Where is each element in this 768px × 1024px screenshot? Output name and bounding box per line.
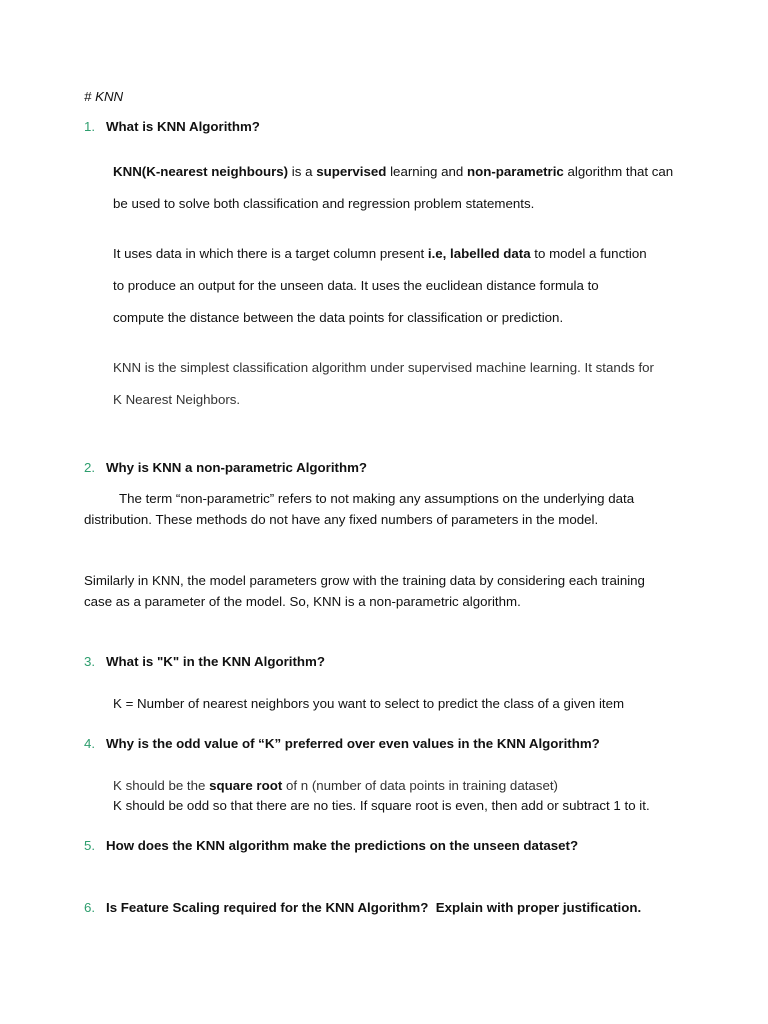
text-run: K should be the xyxy=(113,778,210,793)
q1-para2-line1 xyxy=(113,246,647,261)
q1-para1-line2: be used to solve both classification and regression problem statements. xyxy=(113,196,535,211)
text-run: is a xyxy=(288,164,317,179)
question-title: How does the KNN algorithm make the predictions on the unseen dataset? xyxy=(106,838,579,853)
question-6 xyxy=(84,900,641,915)
question-title: What is KNN Algorithm? xyxy=(106,119,260,134)
bold-term: i.e, labelled data xyxy=(427,246,531,261)
q4-answer-line2: K should be odd so that there are no ties. If square root is even, then add or subtract 1 to it. xyxy=(113,798,650,813)
q1-para3-line2: K Nearest Neighbors. xyxy=(113,392,241,407)
text-run: of n (number of data points in training dataset) xyxy=(282,778,558,793)
question-title: What is "K" in the KNN Algorithm? xyxy=(106,654,325,669)
q2-para1-line1: The term “non-parametric” refers to not making any assumptions on the underlying data xyxy=(119,491,635,506)
q2-para1-line2: distribution. These methods do not have any fixed numbers of parameters in the model. xyxy=(84,512,599,527)
text-run: It uses data in which there is a target column present xyxy=(113,246,428,261)
text-run: to model a function xyxy=(530,246,647,261)
text-run: algorithm that can xyxy=(563,164,674,179)
bold-term: square root xyxy=(209,778,283,793)
q1-para3-line1: KNN is the simplest classification algorithm under supervised machine learning. It stands for xyxy=(113,360,654,375)
question-3 xyxy=(84,654,325,669)
doc-heading: # KNN xyxy=(84,89,124,104)
list-number: 3. xyxy=(84,654,96,669)
question-1 xyxy=(84,119,260,134)
bold-term: supervised xyxy=(316,164,387,179)
list-number: 4. xyxy=(84,736,96,751)
list-number: 5. xyxy=(84,838,96,853)
question-title: Why is the odd value of “K” preferred over even values in the KNN Algorithm? xyxy=(106,736,600,751)
q3-answer: K = Number of nearest neighbors you want to select to predict the class of a given item xyxy=(113,696,625,711)
question-title: Is Feature Scaling required for the KNN Algorithm? Explain with proper justification. xyxy=(106,900,642,915)
question-2 xyxy=(84,460,367,475)
list-number: 2. xyxy=(84,460,96,475)
q2-para2-line1: Similarly in KNN, the model parameters grow with the training data by considering each training xyxy=(84,573,645,588)
bold-term: non-parametric xyxy=(467,164,564,179)
question-4 xyxy=(84,736,600,751)
q1-para2-line3: compute the distance between the data points for classification or prediction. xyxy=(113,310,564,325)
bold-term: KNN(K-nearest neighbours) xyxy=(113,164,289,179)
question-title: Why is KNN a non-parametric Algorithm? xyxy=(106,460,368,475)
list-number: 6. xyxy=(84,900,96,915)
text-run: learning and xyxy=(386,164,467,179)
list-number: 1. xyxy=(84,119,96,134)
q4-answer-line1 xyxy=(113,778,558,793)
question-5 xyxy=(84,838,578,853)
q1-para1-line1 xyxy=(113,164,673,179)
q1-para2-line2: to produce an output for the unseen data. It uses the euclidean distance formula to xyxy=(113,278,599,293)
q2-para2-line2: case as a parameter of the model. So, KNN is a non-parametric algorithm. xyxy=(84,594,521,609)
